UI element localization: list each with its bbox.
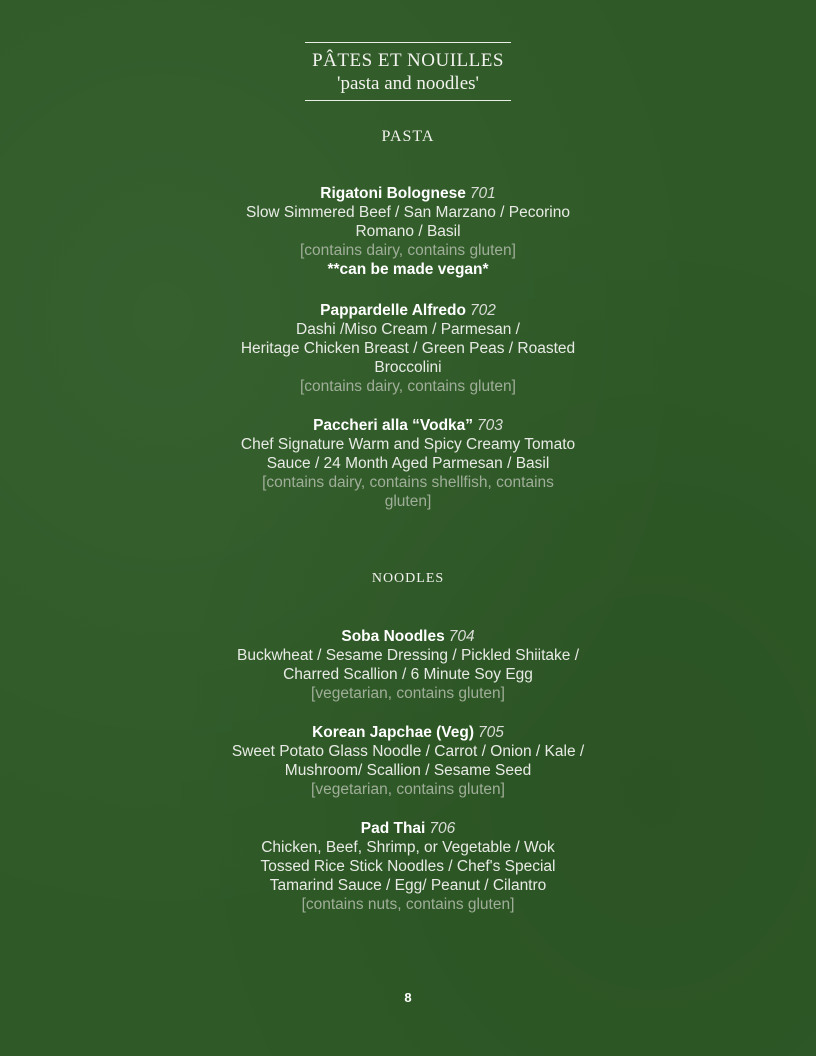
page-subtitle: 'pasta and noodles' <box>337 73 479 94</box>
menu-item-description: Slow Simmered Beef / San Marzano / Pecorino <box>246 204 570 221</box>
menu-item-paccheri-alla-vodka <box>208 416 608 511</box>
page-title: PÂTES ET NOUILLES <box>312 50 504 71</box>
menu-item-title <box>208 416 608 435</box>
menu-item-description: Tossed Rice Stick Noodles / Chef's Special <box>260 858 556 875</box>
menu-item-soba-noodles <box>208 627 608 703</box>
menu-item-name: Korean Japchae (Veg) <box>312 724 475 741</box>
menu-item-description: Chef Signature Warm and Spicy Creamy Tomato <box>240 436 576 453</box>
menu-item-allergens: [vegetarian, contains gluten] <box>311 781 505 798</box>
menu-item-note: **can be made vegan* <box>327 261 489 278</box>
menu-item-description: Heritage Chicken Breast / Green Peas / Roasted <box>240 340 576 357</box>
section-heading-pasta: PASTA <box>381 128 435 145</box>
menu-item-number: 704 <box>448 628 475 645</box>
menu-item-title <box>208 819 608 838</box>
menu-item-description: Mushroom/ Scallion / Sesame Seed <box>284 762 532 779</box>
menu-item-description: Charred Scallion / 6 Minute Soy Egg <box>283 666 533 683</box>
menu-item-number: 703 <box>477 417 503 434</box>
menu-item-description: Sauce / 24 Month Aged Parmesan / Basil <box>266 455 550 472</box>
page-number: 8 <box>404 990 412 1005</box>
menu-item-allergens: [contains dairy, contains gluten] <box>300 242 516 259</box>
menu-item-description: Chicken, Beef, Shrimp, or Vegetable / Wok <box>261 839 555 856</box>
menu-item-description: Broccolini <box>374 359 442 376</box>
menu-item-description: Buckwheat / Sesame Dressing / Pickled Shiitake / <box>236 647 579 664</box>
menu-item-name: Soba Noodles <box>341 628 445 645</box>
menu-item-number: 702 <box>469 302 496 319</box>
menu-item-rigatoni-bolognese <box>208 184 608 279</box>
menu-item-number: 706 <box>429 820 456 837</box>
menu-item-description: Dashi /Miso Cream / Parmesan / <box>296 321 520 338</box>
menu-item-title <box>208 184 608 203</box>
menu-item-number: 701 <box>469 185 496 202</box>
menu-item-name: Rigatoni Bolognese <box>320 185 466 202</box>
menu-item-pappardelle-alfredo <box>208 301 608 396</box>
menu-item-allergens: [contains dairy, contains shellfish, contains <box>262 474 554 491</box>
menu-item-pad-thai <box>208 819 608 914</box>
menu-item-name: Pad Thai <box>360 820 426 837</box>
menu-item-name: Pappardelle Alfredo <box>320 302 466 319</box>
menu-item-number: 705 <box>478 724 504 741</box>
menu-item-allergens: gluten] <box>384 493 432 510</box>
menu-item-description: Romano / Basil <box>355 223 461 240</box>
menu-item-allergens: [contains dairy, contains gluten] <box>300 378 516 395</box>
menu-item-title <box>208 301 608 320</box>
menu-item-title <box>208 627 608 646</box>
menu-item-allergens: [contains nuts, contains gluten] <box>301 896 515 913</box>
section-heading-noodles: NOODLES <box>371 571 445 586</box>
menu-item-title <box>208 723 608 742</box>
menu-item-description: Tamarind Sauce / Egg/ Peanut / Cilantro <box>269 877 547 894</box>
menu-item-allergens: [vegetarian, contains gluten] <box>311 685 505 702</box>
menu-item-name: Paccheri alla “Vodka” <box>313 417 474 434</box>
menu-item-korean-japchae <box>208 723 608 799</box>
menu-item-description: Sweet Potato Glass Noodle / Carrot / Onion / Kale / <box>231 743 585 760</box>
page-header <box>305 42 511 101</box>
